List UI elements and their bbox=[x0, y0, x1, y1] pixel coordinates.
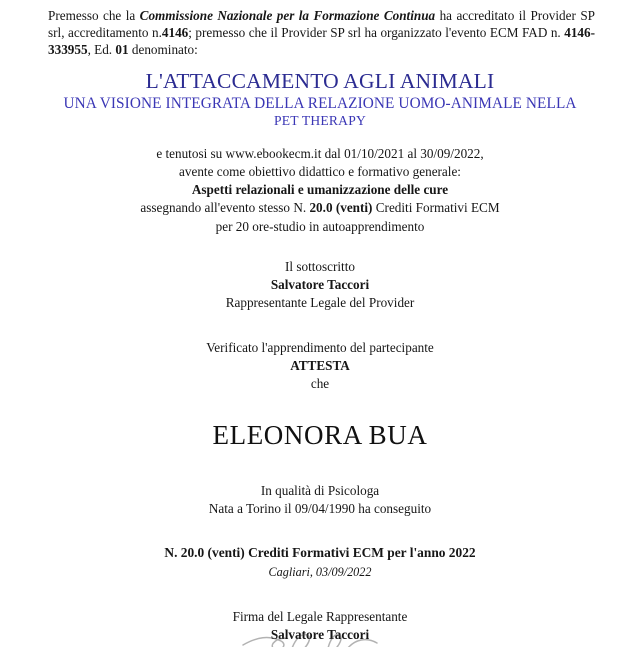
event-credits-prefix: assegnando all'evento stesso N. bbox=[140, 200, 310, 216]
signature-block bbox=[0, 608, 640, 644]
signatory-intro: Il sottoscritto bbox=[285, 258, 355, 274]
credit-award-line: N. 20.0 (venti) Crediti Formativi ECM per l'anno 2022 bbox=[164, 544, 476, 560]
attestation-attesta: ATTESTA bbox=[290, 357, 350, 373]
course-title-main: L'ATTACCAMENTO AGLI ANIMALI bbox=[145, 69, 495, 94]
accrediting-authority: Commissione Nazionale per la Formazione Continua bbox=[139, 8, 436, 23]
signature-label: Firma del Legale Rappresentante bbox=[232, 608, 408, 624]
course-title-sub: UNA VISIONE INTEGRATA DELLA RELAZIONE UOMO-ANIMALE NELLA bbox=[63, 95, 577, 113]
intro-text-part5: denominato: bbox=[128, 42, 198, 58]
signature-name: Salvatore Taccori bbox=[270, 627, 370, 643]
attestation-verified: Verificato l'apprendimento del partecipante bbox=[206, 339, 434, 355]
accreditation-number: 4146 bbox=[161, 25, 189, 41]
attestation-block bbox=[0, 339, 640, 394]
event-held-line: e tenutosi su www.ebookecm.it dal 01/10/2021 al 30/09/2022, bbox=[156, 145, 484, 161]
signatory-block bbox=[0, 258, 640, 313]
recipient-details-block bbox=[0, 482, 640, 518]
event-credits-line bbox=[0, 199, 640, 217]
recipient-qualification: In qualità di Psicologa bbox=[260, 483, 380, 499]
event-number: 4146-333955 bbox=[48, 25, 595, 58]
signatory-role: Rappresentante Legale del Provider bbox=[225, 295, 415, 311]
event-hours-line: per 20 ore-studio in autoapprendimento bbox=[215, 218, 425, 234]
event-edition: 01 bbox=[115, 42, 129, 58]
intro-text-part3: ; premesso che il Provider SP srl ha organizzato l'evento ECM FAD n. bbox=[188, 25, 565, 41]
intro-text-part4: , Ed. bbox=[87, 42, 116, 58]
event-objective: Aspetti relazionali e umanizzazione delle cure bbox=[191, 182, 449, 198]
attestation-che: che bbox=[310, 375, 330, 391]
signatory-name: Salvatore Taccori bbox=[270, 277, 370, 293]
credit-award-block bbox=[0, 544, 640, 581]
recipient-name: ELEONORA BUA bbox=[212, 420, 428, 451]
intro-paragraph bbox=[48, 7, 595, 58]
course-title-block bbox=[0, 70, 640, 128]
event-objective-intro: avente come obiettivo didattico e formativo generale: bbox=[179, 164, 461, 179]
intro-text-part1: Premesso che la bbox=[48, 8, 140, 23]
event-credits-value: 20.0 (venti) bbox=[309, 200, 373, 216]
credit-place-date: Cagliari, 03/09/2022 bbox=[268, 565, 372, 580]
recipient-birth-line: Nata a Torino il 09/04/1990 ha conseguito bbox=[208, 501, 432, 517]
course-title-sub2: PET THERAPY bbox=[274, 113, 366, 129]
intro-text-part2: ha accreditato il Provider SP srl, accreditamento n. bbox=[48, 8, 595, 41]
certificate-page bbox=[0, 7, 640, 647]
event-credits-suffix: Crediti Formativi ECM bbox=[372, 200, 500, 216]
event-details-block bbox=[0, 145, 640, 236]
